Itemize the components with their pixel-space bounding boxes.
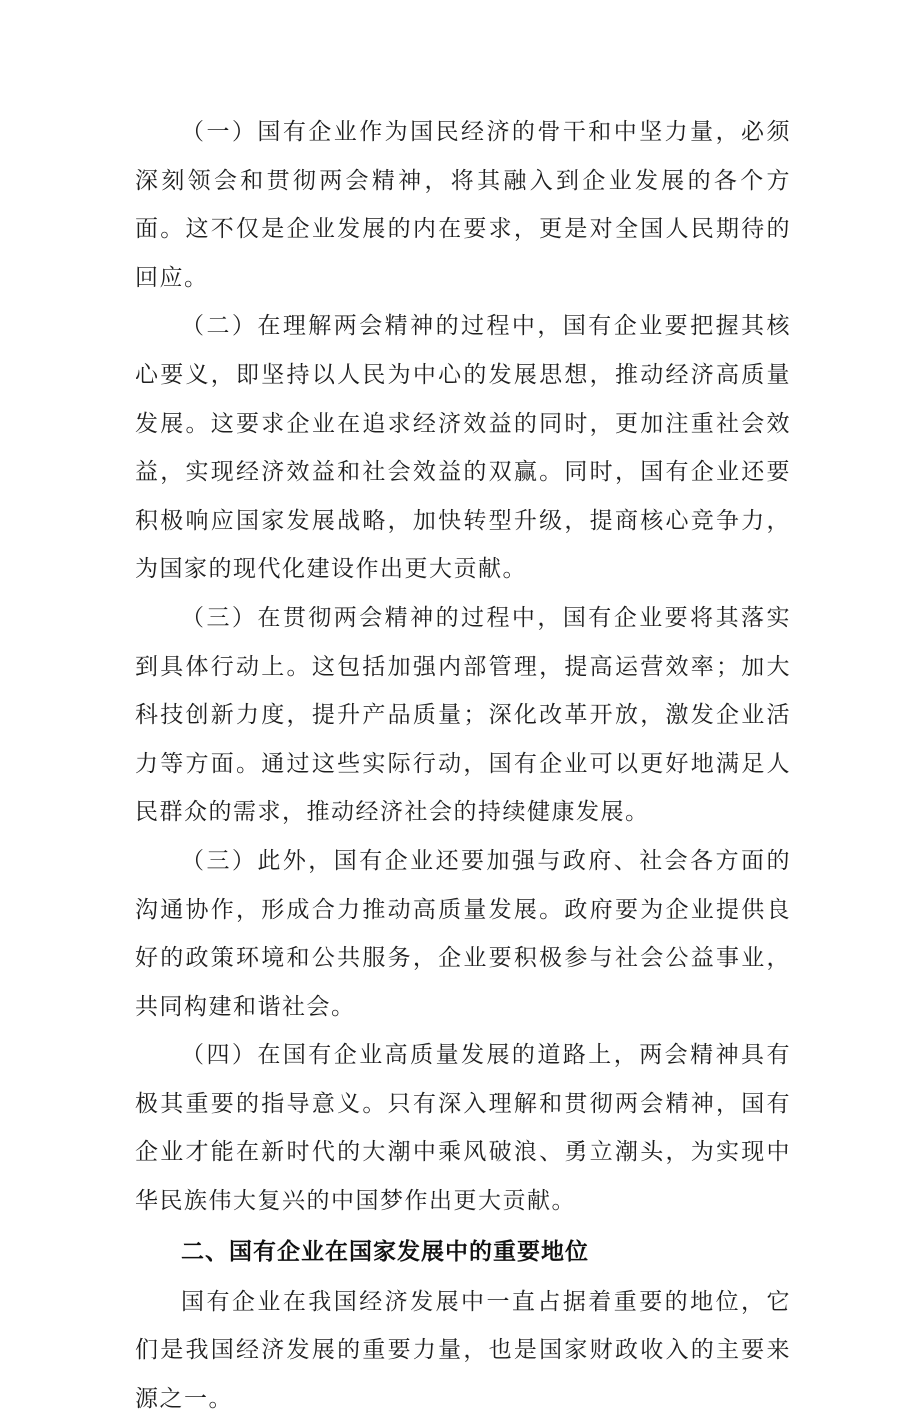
paragraph-3: （三）在贯彻两会精神的过程中，国有企业要将其落实到具体行动上。这包括加强内部管理，提高运营效率；加大科技创新力度，提升产品质量；深化改革开放，激发企业活力等方面。通过这些实际行动，国有企业可以更好地满足人民群众的需求，推动经济社会的持续健康发展。 [135, 604, 791, 826]
paragraph-5: （四）在国有企业高质量发展的道路上，两会精神具有极其重要的指导意义。只有深入理解和贯彻两会精神，国有企业才能在新时代的大潮中乘风破浪、勇立潮头，为实现中华民族伟大复兴的中国梦作出更大贡献。 [135, 1042, 791, 1215]
document-body [135, 108, 791, 1423]
section-heading: 二、国有企业在国家发展中的重要地位 [181, 1238, 589, 1265]
paragraph-2: （二）在理解两会精神的过程中，国有企业要把握其核心要义，即坚持以人民为中心的发展思想，推动经济高质量发展。这要求企业在追求经济效益的同时，更加注重社会效益，实现经济效益和社会效益的双赢。同时，国有企业还要积极响应国家发展战略，加快转型升级，提商核心竞争力，为国家的现代化建设作出更大贡献。 [135, 313, 791, 583]
section-paragraph: 国有企业在我国经济发展中一直占据着重要的地位，它们是我国经济发展的重要力量，也是国家财政收入的主要来源之一。 [135, 1288, 791, 1412]
paragraph-4: （三）此外，国有企业还要加强与政府、社会各方面的沟通协作，形成合力推动高质量发展。政府要为企业提供良好的政策环境和公共服务，企业要积极参与社会公益事业，共同构建和谐社会。 [135, 847, 791, 1020]
paragraph-1: （一）国有企业作为国民经济的骨干和中坚力量，必须深刻领会和贯彻两会精神，将其融入到企业发展的各个方面。这不仅是企业发展的内在要求，更是对全国人民期待的回应。 [135, 119, 791, 291]
